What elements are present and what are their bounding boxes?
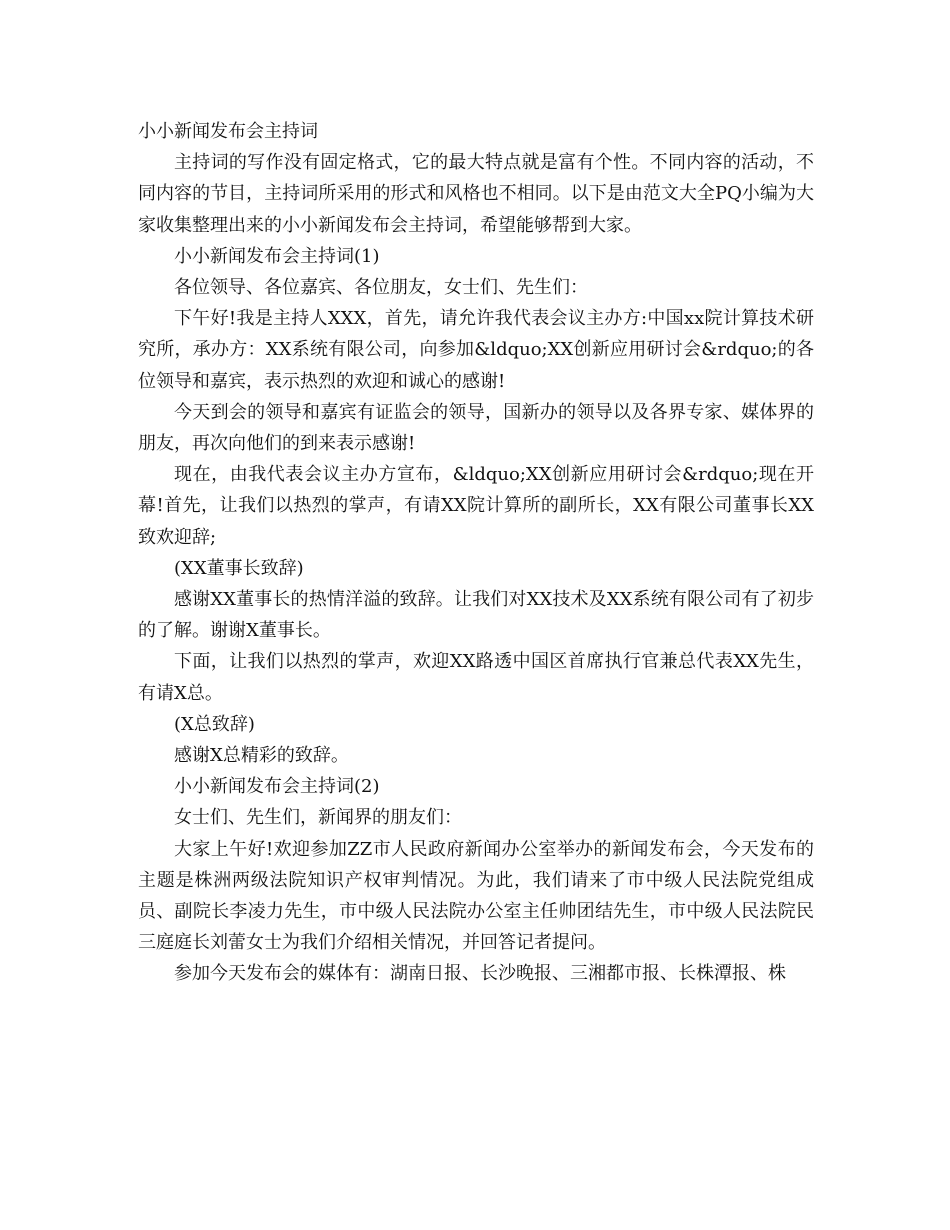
paragraph-greeting-1: 各位领导、各位嘉宾、各位朋友，女士们、先生们： <box>174 277 588 299</box>
paragraph-opening: 现在，由我代表会议主办方宣布，&ldquo;XX创新应用研讨会&rdquo;现在开幕!首先，让我们以热烈的掌声，有请XX院计算所的副所长，XX有限公司董事长XX致欢迎辞; <box>138 464 814 548</box>
paragraph-media-list: 参加今天发布会的媒体有：湖南日报、长沙晚报、三湘都市报、长株潭报、株 <box>174 963 786 985</box>
paragraph-welcome: 下午好!我是主持人XXX，首先，请允许我代表会议主办方:中国xx院计算技术研究所，承办方：XX系统有限公司，向参加&ldquo;XX创新应用研讨会&rdquo;的各位领导和嘉宾，表示热烈的欢迎和诚心的感谢! <box>138 308 814 392</box>
paragraph-greeting-2: 女士们、先生们，新闻界的朋友们： <box>174 807 462 829</box>
paragraph-x-speech: (X总致辞) <box>174 713 255 735</box>
document-title: 小小新闻发布会主持词 <box>138 121 318 142</box>
paragraph-press-intro: 大家上午好!欢迎参加ZZ市人民政府新闻办公室举办的新闻发布会，今天发布的主题是株洲两级法院知识产权审判情况。为此，我们请来了市中级人民法院党组成员、副院长李凌力先生，市中级人民法院办公室主任帅团结先生，市中级人民法院民三庭庭长刘蕾女士为我们介绍相关情况，并回答记者提问。 <box>138 838 814 954</box>
paragraph-guests: 今天到会的领导和嘉宾有证监会的领导，国新办的领导以及各界专家、媒体界的朋友，再次向他们的到来表示感谢! <box>138 401 814 455</box>
section-heading-1: 小小新闻发布会主持词(1) <box>174 245 380 267</box>
paragraph-next-speaker: 下面，让我们以热烈的掌声，欢迎XX路透中国区首席执行官兼总代表XX先生，有请X总。 <box>138 651 814 704</box>
document-page <box>138 116 814 990</box>
paragraph-chairman-speech: (XX董事长致辞) <box>174 557 304 579</box>
paragraph-intro: 主持词的写作没有固定格式，它的最大特点就是富有个性。不同内容的活动，不同内容的节目，主持词所采用的形式和风格也不相同。以下是由范文大全PQ小编为大家收集整理出来的小小新闻发布会主持词，希望能够帮到大家。 <box>138 152 814 236</box>
paragraph-thanks-x: 感谢X总精彩的致辞。 <box>174 745 349 767</box>
paragraph-thanks-chairman: 感谢XX董事长的热情洋溢的致辞。让我们对XX技术及XX系统有限公司有了初步的了解。谢谢X董事长。 <box>138 589 814 642</box>
section-heading-2: 小小新闻发布会主持词(2) <box>174 776 380 798</box>
